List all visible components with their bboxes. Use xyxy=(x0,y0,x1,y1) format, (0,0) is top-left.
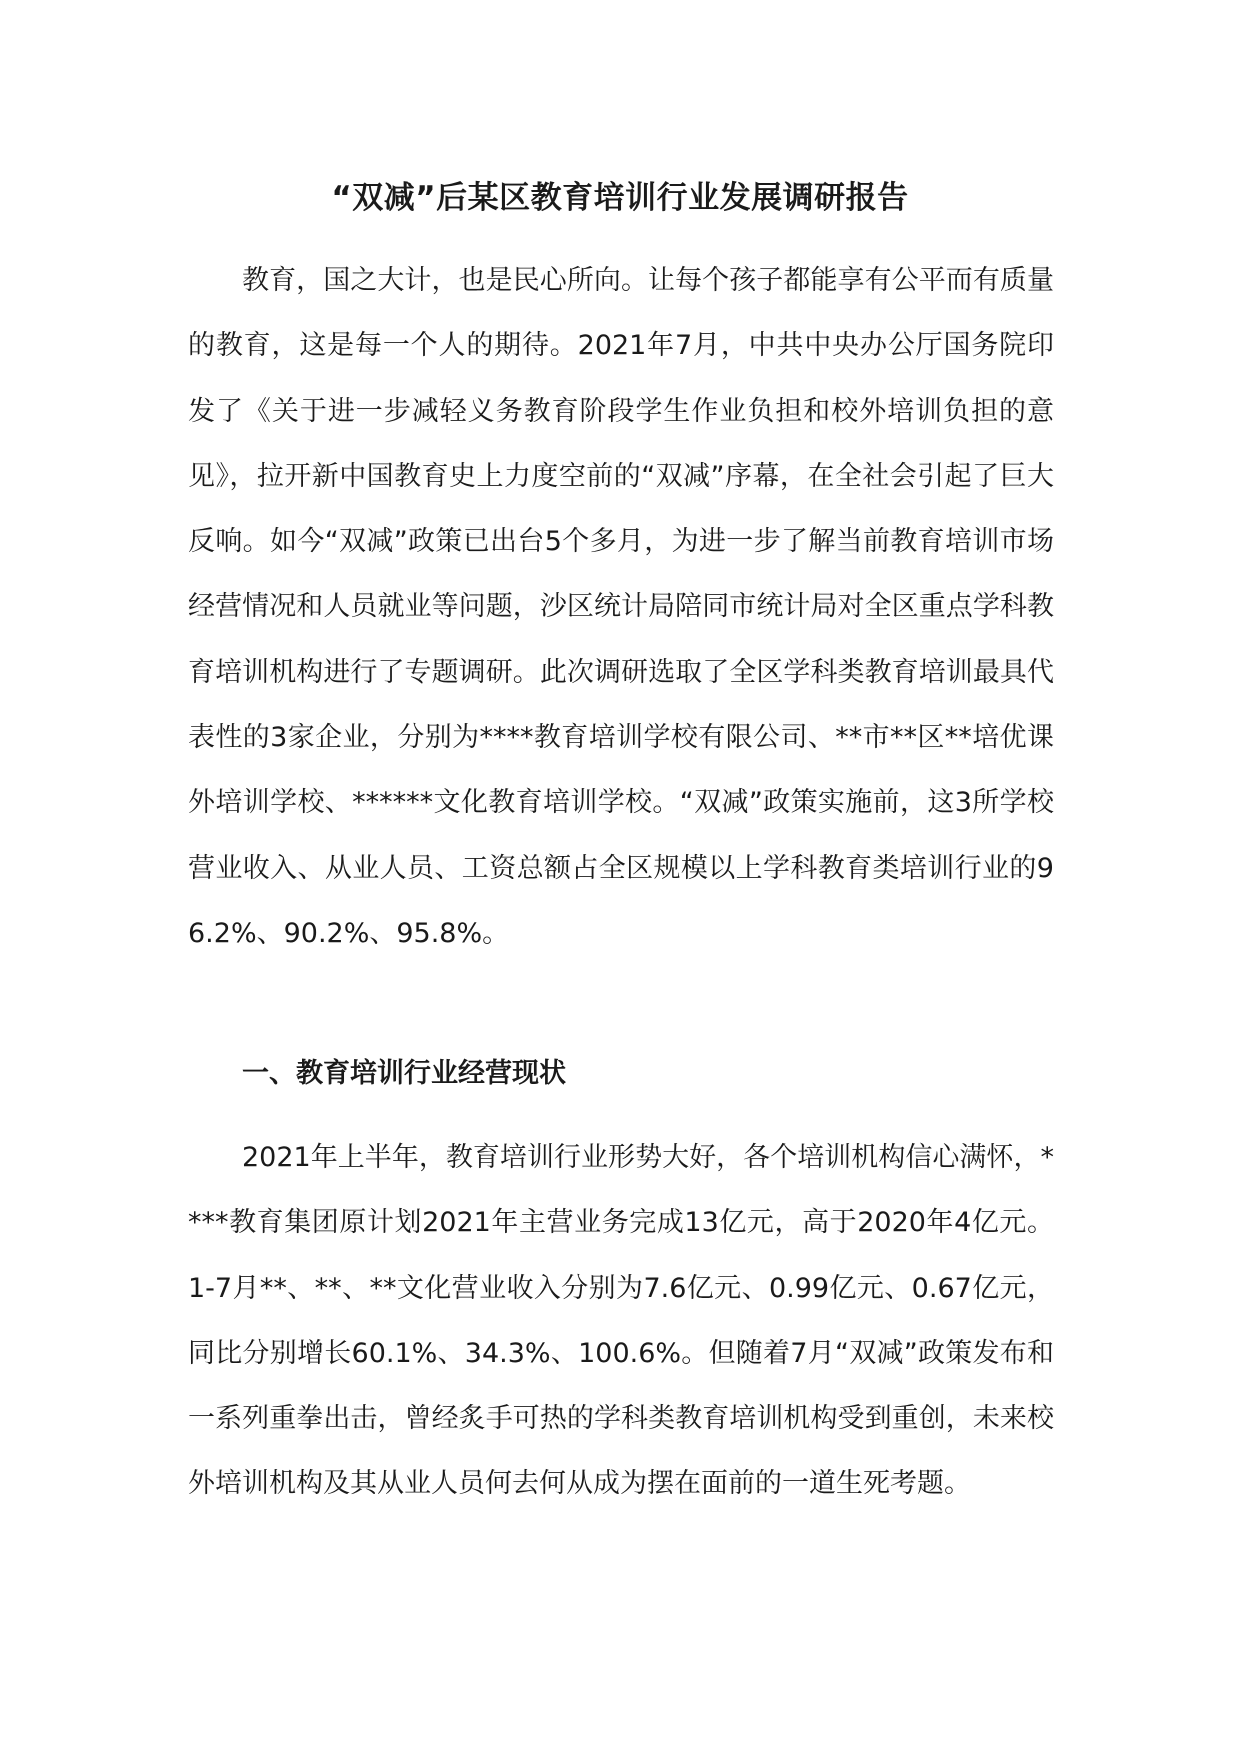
section-heading: 一、教育培训行业经营现状 xyxy=(242,1058,566,1089)
document-title: “双减”后某区教育培训行业发展调研报告 xyxy=(331,180,909,216)
intro-paragraph: 教育，国之大计，也是民心所向。让每个孩子都能享有公平而有质量的教育，这是每一个人的期待。2021年7月，中共中央办公厅国务院印发了《关于进一步减轻义务教育阶段学生作业负担和校外培训负担的意见》，拉开新中国教育史上力度空前的“双减”序幕，在全社会引起了巨大反响。如今“双减”政策已出台5个多月，为进一步了解当前教育培训市场经营情况和人员就业等问题，沙区统计局陪同市统计局对全区重点学科教育培训机构进行了专题调研。此次调研选取了全区学科类教育培训最具代表性的3家企业，分别为****教育培训学校有限公司、**市**区**培优课外培训学校、******文化教育培训学校。“双减”政策实施前，这3所学校营业收入、从业人员、工资总额占全区规模以上学科教育类培训行业的96.2%、90.2%、95.8%。 xyxy=(188,265,1054,949)
section-1-paragraph: 2021年上半年，教育培训行业形势大好，各个培训机构信心满怀，****教育集团原计划2021年主营业务完成13亿元，高于2020年4亿元。1-7月**、**、**文化营业收入分别为7.6亿元、0.99亿元、0.67亿元，同比分别增长60.1%、34.3%、100.6%。但随着7月“双减”政策发布和一系列重拳出击，曾经炙手可热的学科类教育培训机构受到重创，未来校外培训机构及其从业人员何去何从成为摆在面前的一道生死考题。 xyxy=(188,1142,1054,1500)
